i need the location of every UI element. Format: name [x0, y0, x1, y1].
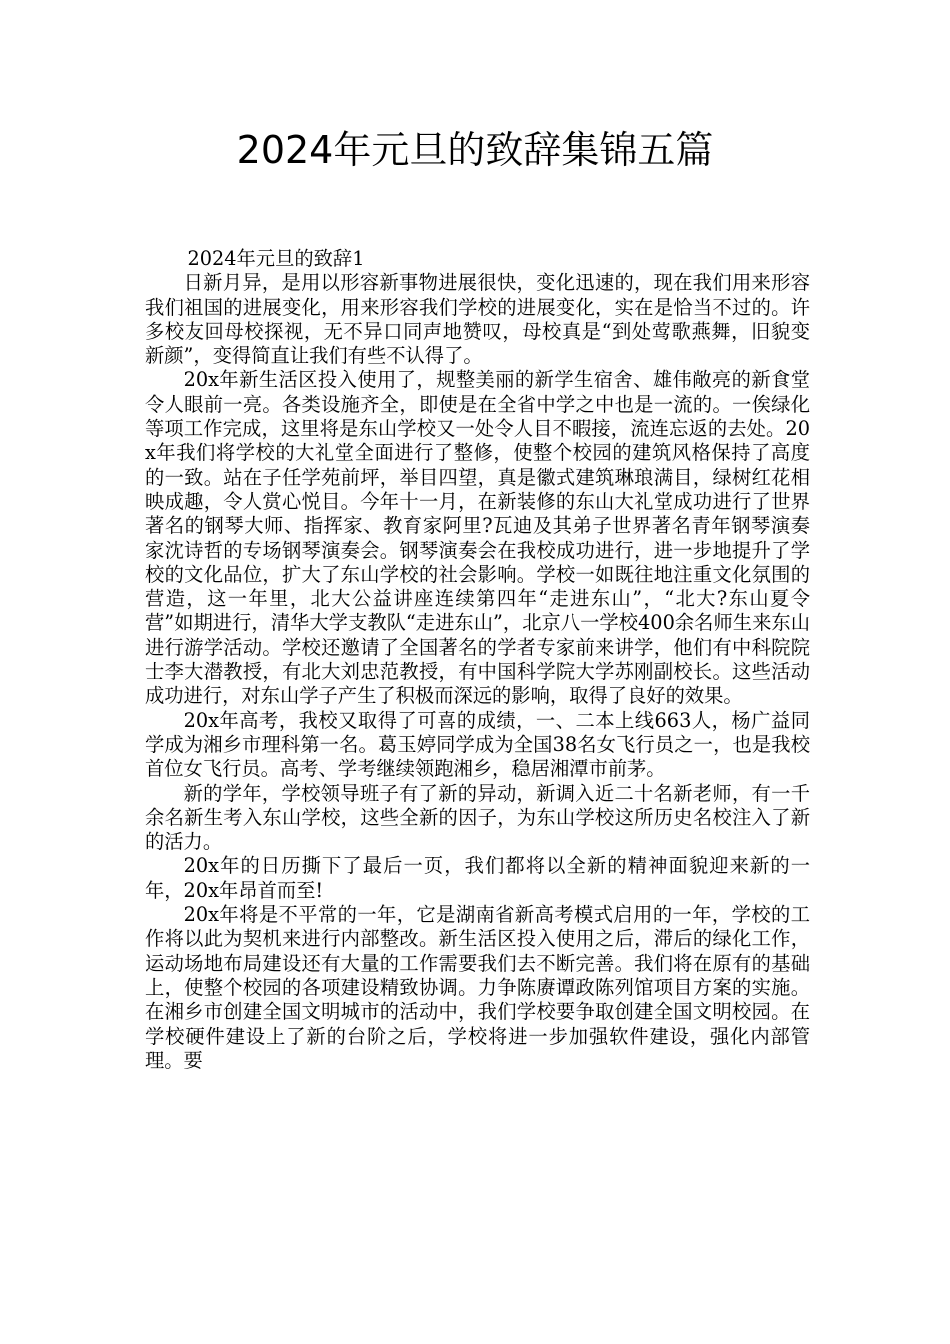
paragraph-6: 20x年将是不平常的一年，它是湖南省新高考模式启用的一年，学校的工作将以此为契机来进行内部整改。新生活区投入使用之后，滞后的绿化工作，运动场地布局建设还有大量的工作需要我们去不断完善。我们将在原有的基础上，使整个校园的各项建设精致协调。力争陈赓谭政陈列馆项目方案的实施。在湘乡市创建全国文明城市的活动中，我们学校要争取创建全国文明校园。在学校硬件建设上了新的台阶之后，学校将进一步加强软件建设，强化内部管理。要: [145, 903, 810, 1072]
paragraph-4: 新的学年，学校领导班子有了新的异动，新调入近二十名新老师，有一千余名新生考入东山学校，这些全新的因子，为东山学校这所历史名校注入了新的活力。: [145, 781, 810, 854]
paragraph-3: 20x年高考，我校又取得了可喜的成绩，一、二本上线663人，杨广益同学成为湘乡市理科第一名。葛玉婷同学成为全国38名女飞行员之一，也是我校首位女飞行员。高考、学考继续领跑湘乡，稳居湘潭市前茅。: [145, 708, 810, 781]
document-title: 2024年元旦的致辞集锦五篇: [236, 128, 714, 172]
section-heading: 2024年元旦的致辞1: [187, 247, 365, 270]
paragraph-1: 日新月异，是用以形容新事物进展很快，变化迅速的，现在我们用来形容我们祖国的进展变化，用来形容我们学校的进展变化，实在是恰当不过的。许多校友回母校探视，无不异口同声地赞叹，母校真是“到处莺歌燕舞，旧貌变新颜”，变得简直让我们有些不认得了。: [145, 271, 810, 368]
paragraph-2: 20x年新生活区投入使用了，规整美丽的新学生宿舍、雄伟敞亮的新食堂令人眼前一亮。各类设施齐全，即使是在全省中学之中也是一流的。一俟绿化等项工作完成，这里将是东山学校又一处令人目不暇接，流连忘返的去处。20x年我们将学校的大礼堂全面进行了整修，使整个校园的建筑风格保持了高度的一致。站在子任学苑前坪，举目四望，真是徽式建筑琳琅满目，绿树红花相映成趣，令人赏心悦目。今年十一月，在新装修的东山大礼堂成功进行了世界著名的钢琴大师、指挥家、教育家阿里?瓦迪及其弟子世界著名青年钢琴演奏家沈诗哲的专场钢琴演奏会。钢琴演奏会在我校成功进行，进一步地提升了学校的文化品位，扩大了东山学校的社会影响。学校一如既往地注重文化氛围的营造，这一年里，北大公益讲座连续第四年“走进东山”，“北大?东山夏令营”如期进行，清华大学支教队“走进东山”，北京八一学校400余名师生来东山进行游学活动。学校还邀请了全国著名的学者专家前来讲学，他们有中科院院士李大潜教授，有北大刘忠范教授，有中国科学院大学苏刚副校长。这些活动成功进行，对东山学子产生了积极而深远的影响，取得了良好的效果。: [145, 368, 810, 708]
paragraph-5: 20x年的日历撕下了最后一页，我们都将以全新的精神面貌迎来新的一年，20x年昂首而至!: [145, 854, 810, 902]
document-body: [145, 247, 810, 1073]
